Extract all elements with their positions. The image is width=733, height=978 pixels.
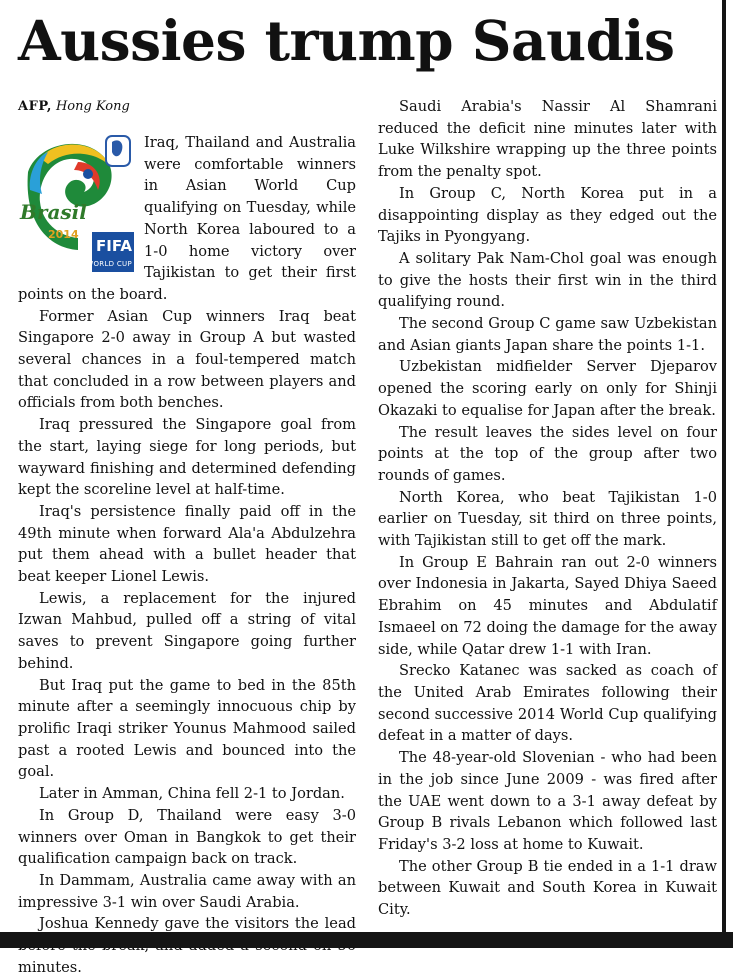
paragraph: Iraq, Thailand and Australia were comfortable winners in Asian World Cup qualifying on Tuesday, while North Korea laboured to a 1-0 home victory over Tajikistan to get their first points on the board. — [18, 134, 356, 303]
paragraph: Saudi Arabia's Nassir Al Shamrani reduced the deficit nine minutes later with Luke Wilkshire wrapping up the three points from the penalty spot. — [378, 98, 717, 181]
byline-place: Hong Kong — [55, 99, 130, 114]
headline: Aussies trump Saudis — [18, 8, 675, 73]
article-column-left — [18, 132, 356, 978]
fifa-world-cup-2014-logo — [18, 132, 136, 274]
paragraph: North Korea, who beat Tajikistan 1-0 earlier on Tuesday, sit third on three points, with Tajikistan still to get off the mark. — [378, 488, 717, 550]
logo-year-text: 2014 — [48, 228, 79, 241]
paragraph: Joshua Kennedy gave the visitors the lead minutes. — [18, 915, 356, 976]
paragraph: In Group E Bahrain ran out 2-0 winners over Indonesia in Jakarta, Sayed Dhiya Saeed Ebrahim on 45 minutes and Abdulatif Ismaeel on 72 doing the damage for the away side, while Qatar drew 1-1 with Iran. — [378, 553, 717, 658]
byline-agency: AFP, — [18, 99, 52, 114]
paragraph: Former Asian Cup winners Iraq beat Singapore 2-0 away in Group A but wasted several chances in a foul-tempered match that concluded in a row between players and officials from both benches. — [18, 307, 356, 412]
page-edge-rule-right — [722, 0, 726, 932]
paragraph: Iraq pressured the Singapore goal from the start, laying siege for long periods, but wayward finishing and determined defending kept the scoreline level at half-time. — [18, 416, 356, 499]
logo-org-text: FIFA — [96, 237, 132, 255]
paragraph: The second Group C game saw Uzbekistan and Asian giants Japan share the points 1-1. — [378, 315, 717, 354]
paragraph: In Dammam, Australia came away with an impressive 3-1 win over Saudi Arabia. — [18, 871, 356, 911]
paragraph: The other Group B tie ended in a 1-1 draw between Kuwait and South Korea in Kuwait City. — [378, 857, 717, 919]
article-column-right — [378, 96, 717, 921]
paragraph: Iraq's persistence finally paid off in the 49th minute when forward Ala'a Abdulzehra put them ahead with a bullet header that beat keeper Lionel Lewis. — [18, 502, 356, 586]
paragraph: Srecko Katanec was sacked as coach of the United Arab Emirates following their second successive 2014 World Cup qualifying defeat in a matter of days. — [378, 662, 717, 745]
paragraph: Later in Amman, China fell 2-1 to Jordan. — [39, 785, 345, 803]
logo-event-text: WORLD CUP — [86, 260, 132, 268]
paragraph: Lewis, a replacement for the injured Izwan Mahbud, pulled off a string of vital saves to prevent Singapore going further behind. — [18, 589, 356, 672]
logo-brand-text: Brasil — [20, 200, 87, 224]
paragraph: A solitary Pak Nam-Chol goal was enough to give the hosts their first win in the third qualifying round. — [378, 249, 717, 311]
paragraph: Uzbekistan midfielder Server Djeparov opened the scoring early on only for Shinji Okazaki to equalise for Japan after the break. — [378, 358, 717, 419]
paragraph: In Group D, Thailand were easy 3-0 winners over Oman in Bangkok to get their qualification campaign back on track. — [18, 806, 356, 868]
paragraph: The 48-year-old Slovenian - who had been in the job since June 2009 - was fired after the UAE went down to a 3-1 away defeat by Group B rivals Lebanon which followed last Friday's 3-2 loss at home to Kuwait. — [378, 749, 717, 853]
paragraph: The result leaves the sides level on four points at the top of the group after two rounds of games. — [378, 423, 717, 484]
paragraph: But Iraq put the game to bed in the 85th minute after a seemingly innocuous chip by prolific Iraqi striker Younus Mahmood sailed past a rooted Lewis and bounced into the goal. — [18, 676, 356, 781]
page-edge-rule-bottom — [0, 932, 733, 948]
byline — [18, 98, 130, 116]
paragraph: In Group C, North Korea put in a disappointing display as they edged out the Tajiks in Pyongyang. — [378, 184, 717, 246]
